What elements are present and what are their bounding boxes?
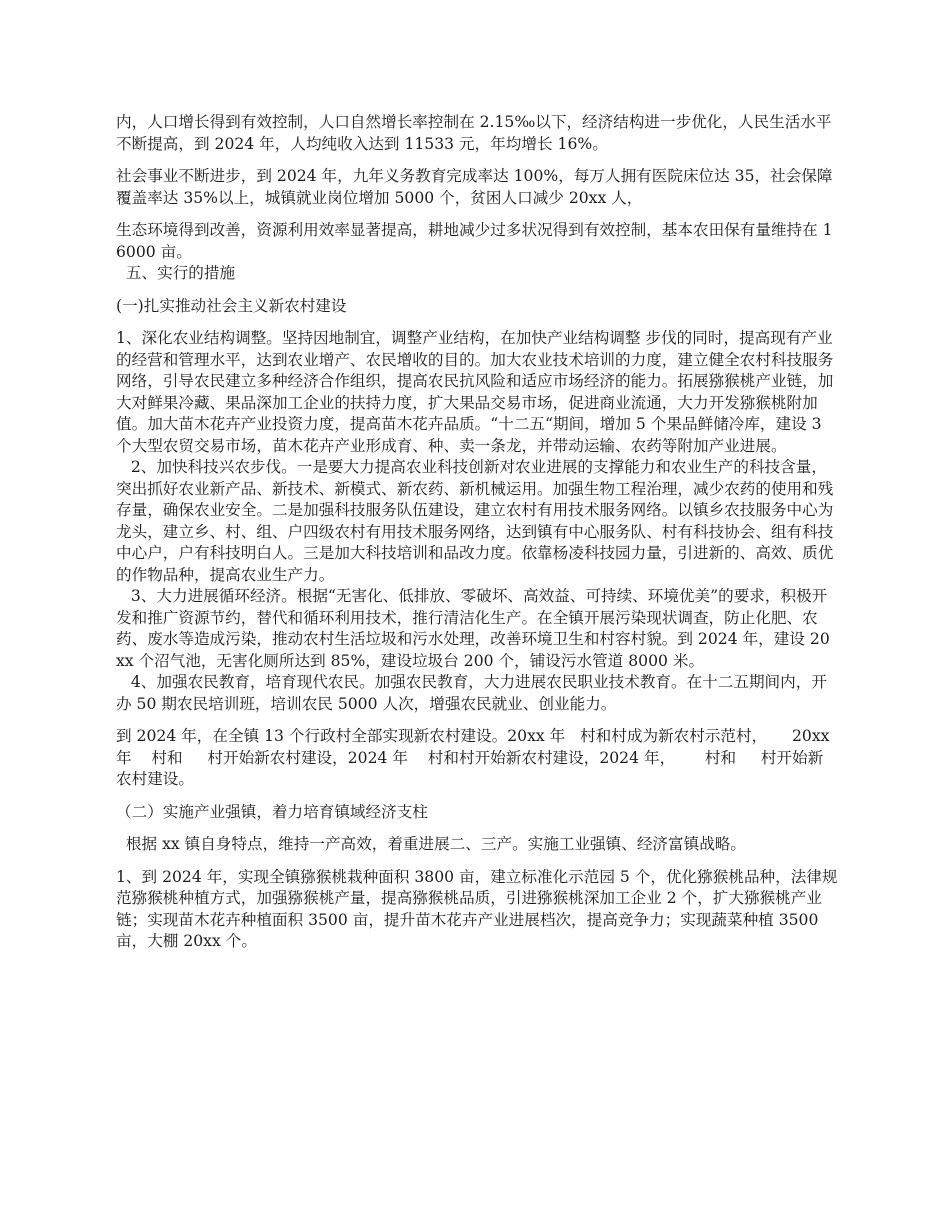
paragraph-ecology: 生态环境得到改善，资源利用效率显著提高，耕地减少过多状况得到有效控制，基本农田保有量维持在 16000 亩。: [116, 221, 833, 261]
paragraph-tech-agriculture: 2、加快科技兴农步伐。一是要大力提高农业科技创新对农业进展的支撑能力和农业生产的科技含量，突出抓好农业新产品、新技术、新模式、新农药、新机械运用。加强生物工程治理，减少农药的使用和残存量，确保农业安全。二是加强科技服务队伍建设，建立农村有用技术服务网络。以镇乡农技服务中心为龙头，建立乡、村、组、户四级农村有用技术服务网络，达到镇有中心服务队、村有科技协会、组有科技中心户，户有科技明白人。三是加大科技培训和品改力度。依靠杨凌科技园力量，引进新的、高效、质优的作物品种，提高农业生产力。: [116, 458, 834, 584]
paragraph-farmer-education: 4、加强农民教育，培育现代农民。加强农民教育，大力进展农民职业技术教育。在十二五期间内，开办 50 期农民培训班，培训农民 5000 人次，增强农民就业、创业能力。: [116, 673, 827, 713]
subsection-heading-new-countryside: (一)扎实推动社会主义新农村建设: [116, 296, 347, 315]
paragraph-circular-economy: 3、大力进展循环经济。根据“无害化、低排放、零破坏、高效益、可持续、环境优美”的要求，积极开发和推广资源节约，替代和循环利用技术，推行清洁化生产。在全镇开展污染现状调查，防止化肥、农药、废水等造成污染，推动农村生活垃圾和污水处理，改善环境卫生和村容村貌。到 2024 年，建设 20xx 个沼气池，无害化厕所达到 85%，建设垃圾台 200 个，铺设污水管道 8000 米。: [116, 587, 830, 670]
paragraph-village-plan: 到 2024 年，在全镇 13 个行政村全部实现新农村建设。20xx 年 村和村成为新农村示范村， 20xx 年 村和 村开始新农村建设，2024 年 村和村开始新农村建设，2024 年， 村和 村开始新农村建设。: [116, 727, 835, 788]
paragraph-kiwi-targets: 1、到 2024 年，实现全镇猕猴桃栽种面积 3800 亩，建立标准化示范园 5 个，优化猕猴桃品种，法律规范猕猴桃种植方式，加强猕猴桃产量，提高猕猴桃品质，引进猕猴桃深加工企业 2 个，扩大猕猴桃产业链；实现苗木花卉种植面积 3500 亩，提升苗木花卉产业进展档次，提高竞争力；实现蔬菜种植 3500 亩，大棚 20xx 个。: [116, 867, 838, 950]
paragraph-industry-strategy: 根据 xx 镇自身特点，维持一产高效，着重进展二、三产。实施工业强镇、经济富镇战略。: [116, 835, 746, 853]
section-heading-measures: 五、实行的措施: [116, 264, 236, 282]
paragraph-social-progress: 社会事业不断进步，到 2024 年，九年义务教育完成率达 100%，每万人拥有医院床位达 35，社会保障覆盖率达 35%以上，城镇就业岗位增加 5000 个，贫困人口减少 20xx 人，: [116, 167, 833, 207]
paragraph-agri-structure: 1、深化农业结构调整。坚持因地制宜，调整产业结构，在加快产业结构调整 步伐的同时，提高现有产业的经营和管理水平，达到农业增产、农民增收的目的。加大农业技术培训的力度，建立健全农村科技服务网络，引导农民建立多种经济合作组织，提高农民抗风险和适应市场经济的能力。拓展猕猴桃产业链，加大对鲜果冷藏、果品深加工企业的扶持力度，扩大果品交易市场，促进商业流通，大力开发猕猴桃附加值。加大苗木花卉产业投资力度，提高苗木花卉品质。“十二五“期间，增加 5 个果品鲜储冷库，建设 3 个大型农贸交易市场，苗木花卉产业形成育、种、卖一条龙，并带动运输、农药等附加产业进展。: [116, 329, 834, 455]
document-body: [116, 112, 838, 953]
subsection-heading-industry: （二）实施产业强镇，着力培育镇域经济支柱: [116, 802, 428, 821]
paragraph-population-economy: 内，人口增长得到有效控制，人口自然增长率控制在 2.15‰以下，经济结构进一步优化，人民生活水平不断提高，到 2024 年，人均纯收入达到 11533 元，年均增长 16%。: [116, 113, 832, 153]
